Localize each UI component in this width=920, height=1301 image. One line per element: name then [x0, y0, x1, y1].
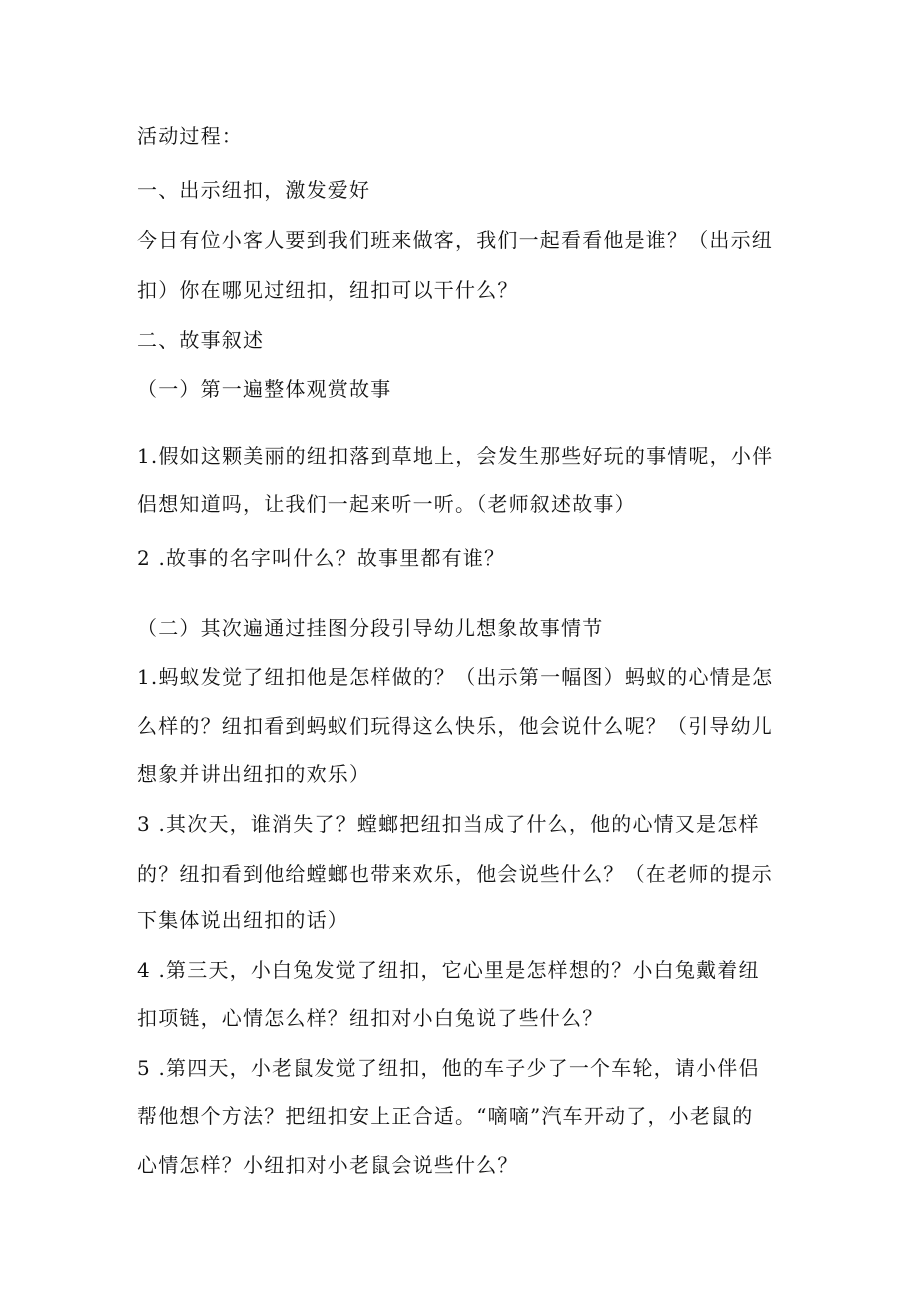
- paragraph-line: 2 .故事的名字叫什么？故事里都有谁？: [137, 546, 506, 570]
- paragraph-line: 想象并讲出纽扣的欢乐）: [137, 762, 371, 786]
- paragraph-line: 5 .第四天，小老鼠发觉了纽扣，他的车子少了一个车轮，请小伴侣: [137, 1056, 760, 1080]
- heading-activity-process: 活动过程：: [137, 124, 243, 148]
- paragraph-line: 侣想知道吗，让我们一起来听一听。（老师叙述故事）: [137, 492, 636, 516]
- paragraph-line: 心情怎样？小纽扣对小老鼠会说些什么？: [137, 1153, 519, 1177]
- section-heading-1: 一、出示纽扣，激发爱好: [137, 178, 371, 202]
- paragraph-line: 么样的？纽扣看到蚂蚁们玩得这么快乐，他会说什么呢？（引导幼儿: [137, 714, 773, 738]
- paragraph-line: 3 .其次天，谁消失了？螳螂把纽扣当成了什么，他的心情又是怎样: [137, 812, 760, 836]
- subsection-heading-1: （一）第一遍整体观赏故事: [137, 377, 392, 401]
- paragraph-line: 帮他想个方法？把纽扣安上正合适。“嘀嘀”汽车开动了，小老鼠的: [137, 1104, 754, 1128]
- paragraph-line: 的？纽扣看到他给螳螂也带来欢乐，他会说些什么？（在老师的提示: [137, 862, 773, 886]
- paragraph-line: 1.假如这颗美丽的纽扣落到草地上，会发生那些好玩的事情呢，小伴: [137, 444, 774, 468]
- paragraph-line: 1.蚂蚁发觉了纽扣他是怎样做的？（出示第一幅图）蚂蚁的心情是怎: [137, 665, 774, 689]
- paragraph-line: 今日有位小客人要到我们班来做客，我们一起看看他是谁？（出示纽: [137, 228, 773, 252]
- paragraph-line: 下集体说出纽扣的话）: [137, 908, 349, 932]
- paragraph-line: 扣项链，心情怎么样？纽扣对小白兔说了些什么？: [137, 1006, 604, 1030]
- subsection-heading-2: （二）其次遍通过挂图分段引导幼儿想象故事情节: [137, 616, 604, 640]
- paragraph-line: 扣）你在哪见过纽扣，纽扣可以干什么？: [137, 278, 519, 302]
- section-heading-2: 二、故事叙述: [137, 328, 265, 352]
- paragraph-line: 4 .第三天，小白兔发觉了纽扣，它心里是怎样想的？小白兔戴着纽: [137, 958, 760, 982]
